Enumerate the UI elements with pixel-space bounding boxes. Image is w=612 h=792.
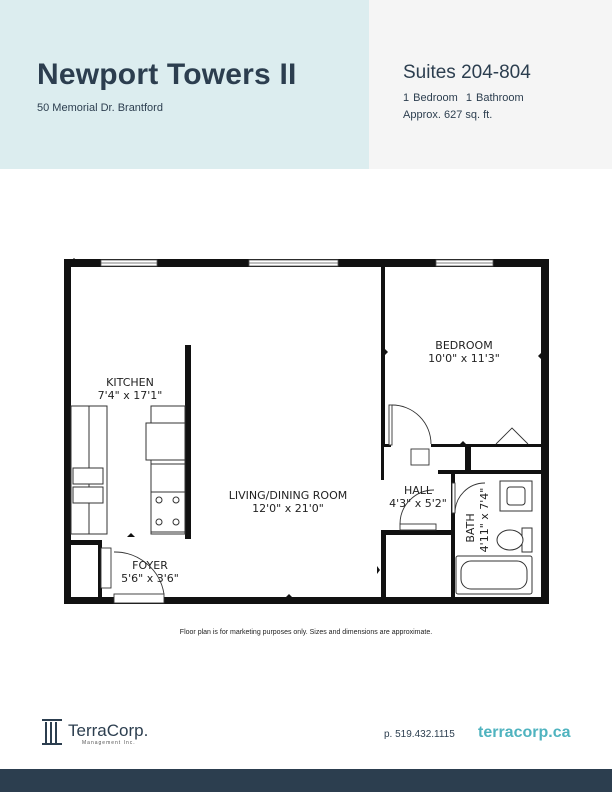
dimension-markers [70,258,542,598]
bedroom-label: BEDROOM [435,339,493,352]
footer-bar [0,769,612,792]
disclaimer: Floor plan is for marketing purposes only. Sizes and dimensions are approximate. [179,629,433,636]
exterior-walls [64,259,549,604]
terracorp-logo-icon [42,718,64,746]
kitchen-label: KITCHEN [106,376,154,389]
living-label: LIVING/DINING ROOM [228,489,348,502]
kitchen-dims: 7'4" x 17'1" [97,389,163,402]
suite-numbers: Suites 204-804 [403,62,531,83]
logo-brand: TerraCorp. [68,721,149,740]
kitchen-counters [71,406,185,534]
bedroom-dims: 10'0" x 11'3" [428,352,500,365]
foyer-dims: 5'6" x 3'6" [121,572,179,585]
bath-dims: 4'11" x 7'4" [478,487,491,553]
square-footage: Approx. 627 sq. ft. [403,109,493,121]
phone-number: p. 519.432.1115 [384,729,455,740]
hall-dims: 4'3" x 5'2" [389,497,447,510]
foyer-label: FOYER [132,559,168,572]
bath-label: BATH [464,513,477,543]
website-link[interactable]: terracorp.ca [478,724,571,741]
bath-label-group [464,513,477,542]
bathroom-count: 1 Bathroom [465,92,524,104]
interior-walls [71,267,541,597]
logo-subtitle: Management Inc. [82,740,136,746]
hall-label: HALL [403,484,433,497]
building-title: Newport Towers II [37,58,297,91]
building-address: 50 Memorial Dr. Brantford [37,102,163,114]
bedroom-count: 1 Bedroom [403,92,458,104]
living-dims: 12'0" x 21'0" [252,502,324,515]
bath-dims-group [478,488,491,553]
